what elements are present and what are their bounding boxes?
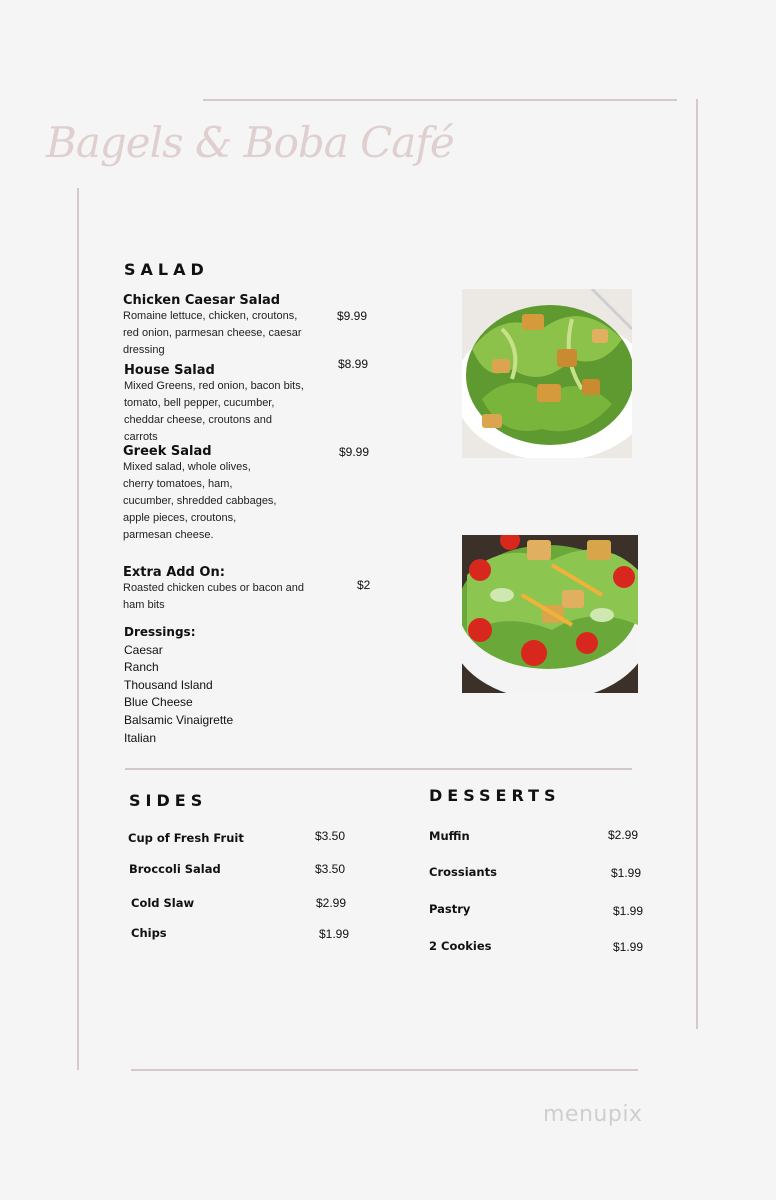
menu-item-extra-add-on (123, 565, 333, 614)
dressings-list (124, 624, 324, 747)
dressing-item: Caesar (124, 642, 163, 657)
dessert-item-price: $1.99 (613, 940, 644, 954)
desserts-heading: DESSERTS (429, 786, 561, 805)
frame-bottom-rule (131, 1069, 638, 1071)
item-name: Extra Add On: (123, 565, 225, 580)
dessert-item-price: $2.99 (608, 828, 639, 842)
side-item-price: $3.50 (315, 829, 346, 843)
item-description: Mixed Greens, red onion, bacon bits, tomato, bell pepper, cucumber, cheddar cheese, croutons and carrots (124, 380, 304, 443)
frame-left-rule (77, 188, 79, 1070)
dessert-item-name: Muffin (429, 829, 470, 843)
side-item-price: $3.50 (315, 862, 346, 876)
item-name: House Salad (124, 363, 215, 378)
item-name: Greek Salad (123, 444, 212, 459)
side-item-name: Broccoli Salad (129, 862, 221, 876)
menupix-watermark: menupix (543, 1102, 643, 1127)
item-description: Romaine lettuce, chicken, croutons, red onion, parmesan cheese, caesar dressing (123, 310, 302, 356)
dressing-item: Ranch (124, 660, 159, 675)
dressings-label: Dressings: (124, 625, 196, 639)
caesar-salad-photo (462, 289, 632, 458)
dressing-item: Thousand Island (124, 677, 213, 692)
dressing-item: Blue Cheese (124, 695, 193, 710)
dressing-item: Balsamic Vinaigrette (124, 712, 234, 727)
dressing-item: Italian (124, 730, 157, 745)
side-item-name: Cold Slaw (131, 896, 195, 910)
item-price: $8.99 (338, 357, 369, 371)
side-item-name: Cup of Fresh Fruit (128, 831, 244, 845)
sides-heading: SIDES (129, 791, 208, 810)
side-item-name: Chips (131, 926, 167, 940)
item-price: $9.99 (339, 445, 370, 459)
item-price: $2 (357, 578, 371, 592)
side-item-price: $2.99 (316, 896, 347, 910)
item-price: $9.99 (337, 309, 368, 323)
item-name: Chicken Caesar Salad (123, 293, 281, 308)
cafe-title: Bagels & Boba Café (46, 118, 454, 167)
dessert-item-price: $1.99 (613, 904, 644, 918)
frame-top-rule (203, 99, 677, 101)
dessert-item-name: Crossiants (429, 865, 497, 879)
dessert-item-name: Pastry (429, 902, 471, 916)
menu-item-greek-salad (123, 444, 323, 544)
item-description: Roasted chicken cubes or bacon and ham bits (123, 582, 305, 611)
salad-heading: SALAD (124, 260, 209, 279)
frame-right-rule (696, 99, 698, 1029)
side-item-price: $1.99 (319, 927, 350, 941)
menu-item-chicken-caesar (123, 293, 323, 359)
menu-item-house-salad (124, 363, 324, 446)
item-description: Mixed salad, whole olives, cherry tomatoes, ham, cucumber, shredded cabbages, apple pieces, croutons, parmesan cheese. (123, 461, 277, 541)
section-divider-rule (125, 768, 632, 770)
house-salad-photo (462, 535, 638, 693)
dessert-item-price: $1.99 (611, 866, 642, 880)
dessert-item-name: 2 Cookies (429, 939, 492, 953)
